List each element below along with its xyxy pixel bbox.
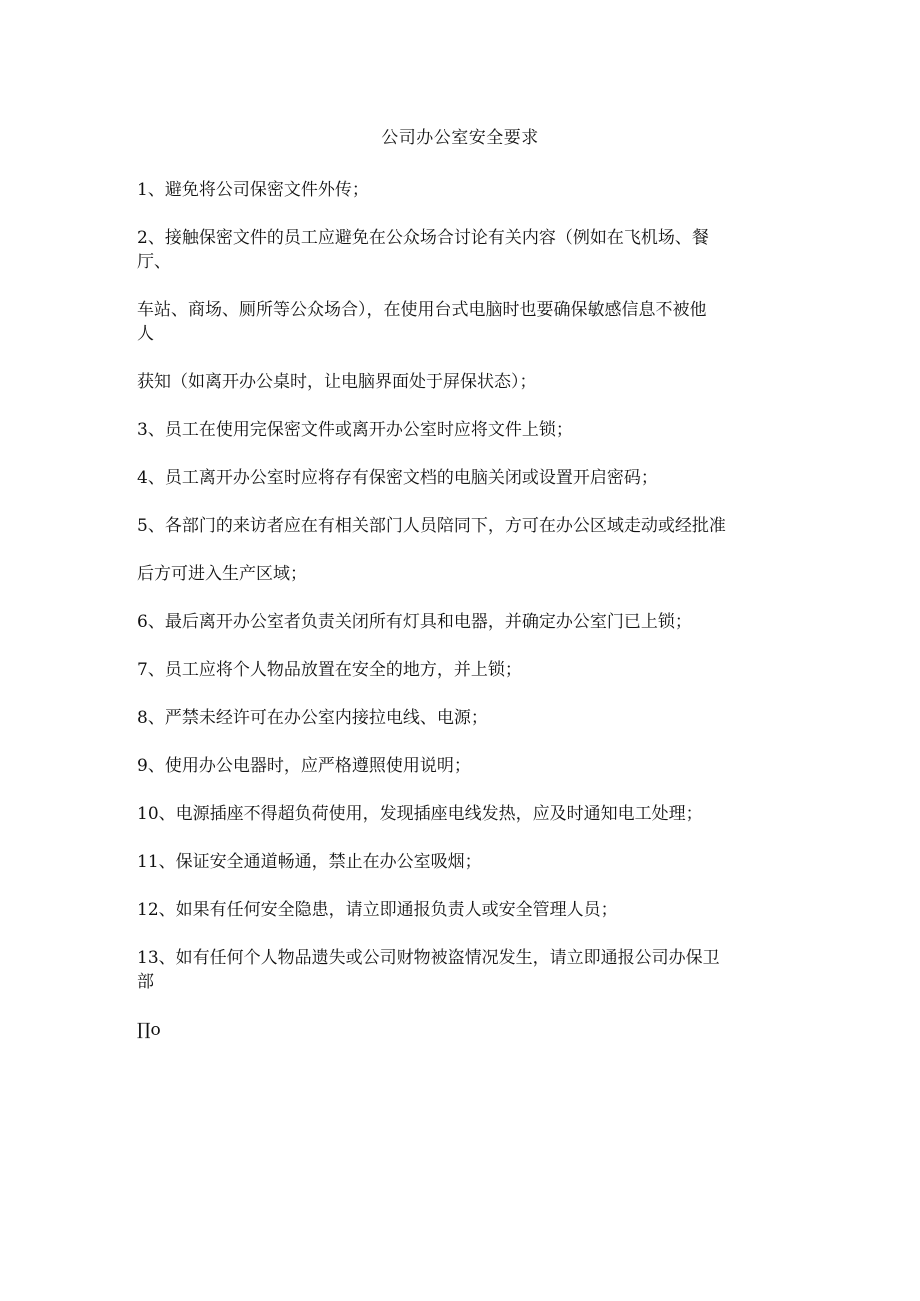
rule-2-line-3: 获知（如离开办公桌时，让电脑界面处于屏保状态）； [137, 372, 537, 392]
rule-13-line-1: 13、如有任何个人物品遗失或公司财物被盗情况发生，请立即通报公司办保卫 [137, 948, 720, 968]
rule-5-line-2: 后方可进入生产区域； [137, 564, 307, 584]
rule-4: 4、员工离开办公室时应将存有保密文档的电脑关闭或设置开启密码； [137, 468, 658, 488]
rule-2-line-1-tail: 厅、 [137, 252, 171, 272]
rule-9: 9、使用办公电器时，应严格遵照使用说明； [137, 756, 471, 776]
rule-2-line-2-tail: 人 [137, 324, 154, 344]
rule-11: 11、保证安全通道畅通，禁止在办公室吸烟； [137, 852, 482, 872]
rule-6: 6、最后离开办公室者负责关闭所有灯具和电器，并确定办公室门已上锁； [137, 612, 692, 632]
document-title: 公司办公室安全要求 [381, 128, 539, 148]
rule-7: 7、员工应将个人物品放置在安全的地方，并上锁； [137, 660, 522, 680]
rule-10: 10、电源插座不得超负荷使用，发现插座电线发热，应及时通知电工处理； [137, 804, 703, 824]
rule-13-line-2: ∏o [137, 1020, 161, 1040]
rule-2-line-2: 车站、商场、厕所等公众场合），在使用台式电脑时也要确保敏感信息不被他 [137, 300, 707, 320]
rule-1: 1、避免将公司保密文件外传； [137, 180, 369, 200]
rule-3: 3、员工在使用完保密文件或离开办公室时应将文件上锁； [137, 420, 573, 440]
rule-2-line-1: 2、接触保密文件的员工应避免在公众场合讨论有关内容（例如在飞机场、餐 [137, 228, 709, 248]
rule-8: 8、严禁未经许可在办公室内接拉电线、电源； [137, 708, 488, 728]
rule-5-line-1: 5、各部门的来访者应在有相关部门人员陪同下，方可在办公区域走动或经批准 [137, 516, 726, 536]
rule-12: 12、如果有任何安全隐患，请立即通报负责人或安全管理人员； [137, 900, 618, 920]
rule-13-line-1-tail: 部 [137, 972, 154, 992]
